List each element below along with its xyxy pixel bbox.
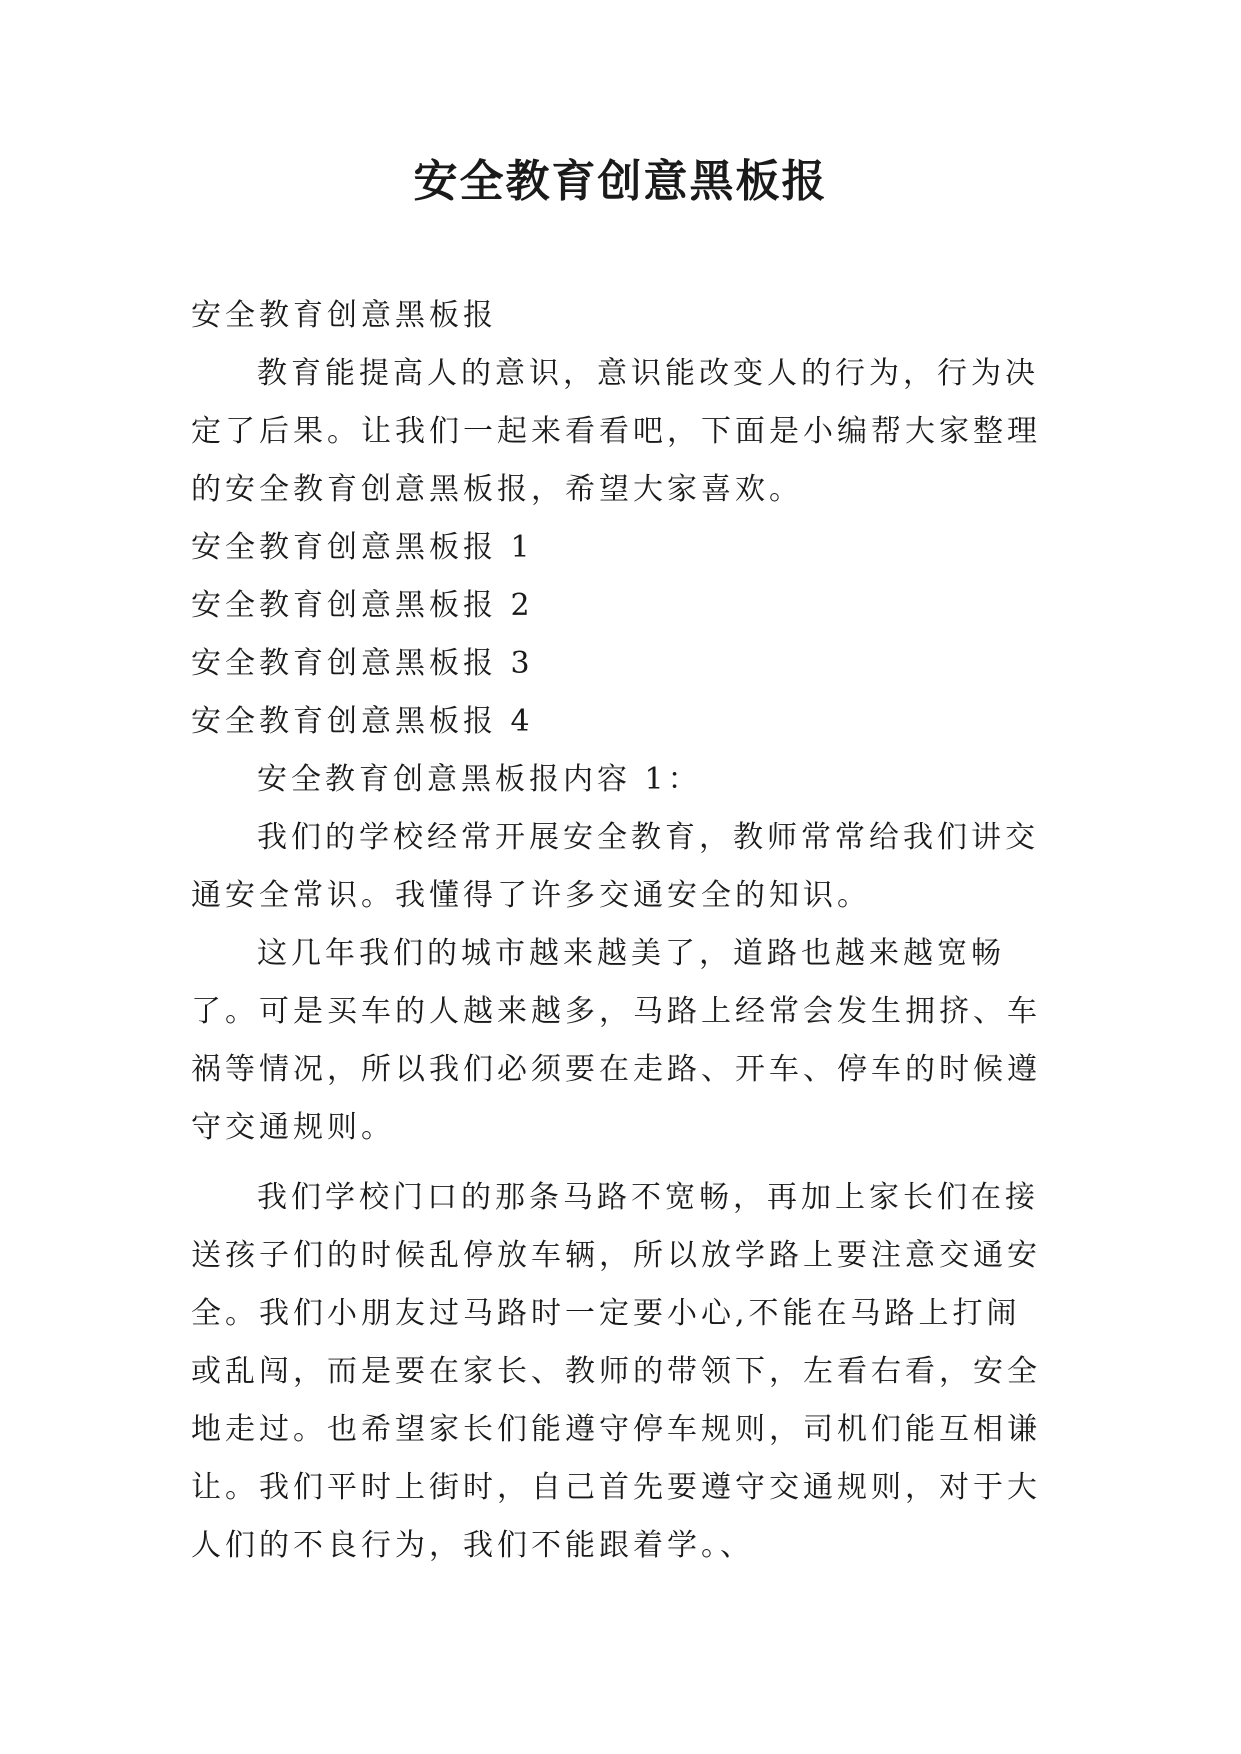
section-heading: 安全教育创意黑板报内容 1：	[257, 762, 702, 797]
toc-item: 安全教育创意黑板报 4	[191, 704, 534, 739]
toc-item: 安全教育创意黑板报 3	[191, 646, 534, 681]
body-paragraph: 我们学校门口的那条马路不宽畅，再加上家长们在接送孩子们的时候乱停放车辆，所以放学路上要注意交通安全。我们小朋友过马路时一定要小心,不能在马路上打闹或乱闯，而是要在家长、教师的带领下，左看右看，安全地走过。也希望家长们能遵守停车规则，司机们能互相谦让。我们平时上街时，自己首先要遵守交通规则，对于大人们的不良行为，我们不能跟着学。、	[191, 1180, 1041, 1563]
document-body	[191, 287, 1051, 1575]
toc-item: 安全教育创意黑板报 1	[191, 530, 534, 565]
body-paragraph: 这几年我们的城市越来越美了，道路也越来越宽畅了。可是买车的人越来越多，马路上经常会发生拥挤、车祸等情况，所以我们必须要在走路、开车、停车的时候遵守交通规则。	[191, 936, 1041, 1145]
document-subtitle: 安全教育创意黑板报	[191, 298, 497, 333]
body-paragraph: 我们的学校经常开展安全教育，教师常常给我们讲交通安全常识。我懂得了许多交通安全的知识。	[191, 820, 1039, 913]
document-title: 安全教育创意黑板报	[413, 156, 828, 207]
intro-paragraph: 教育能提高人的意识，意识能改变人的行为，行为决定了后果。让我们一起来看看吧，下面是小编帮大家整理的安全教育创意黑板报，希望大家喜欢。	[191, 356, 1041, 507]
toc-item: 安全教育创意黑板报 2	[191, 588, 534, 623]
